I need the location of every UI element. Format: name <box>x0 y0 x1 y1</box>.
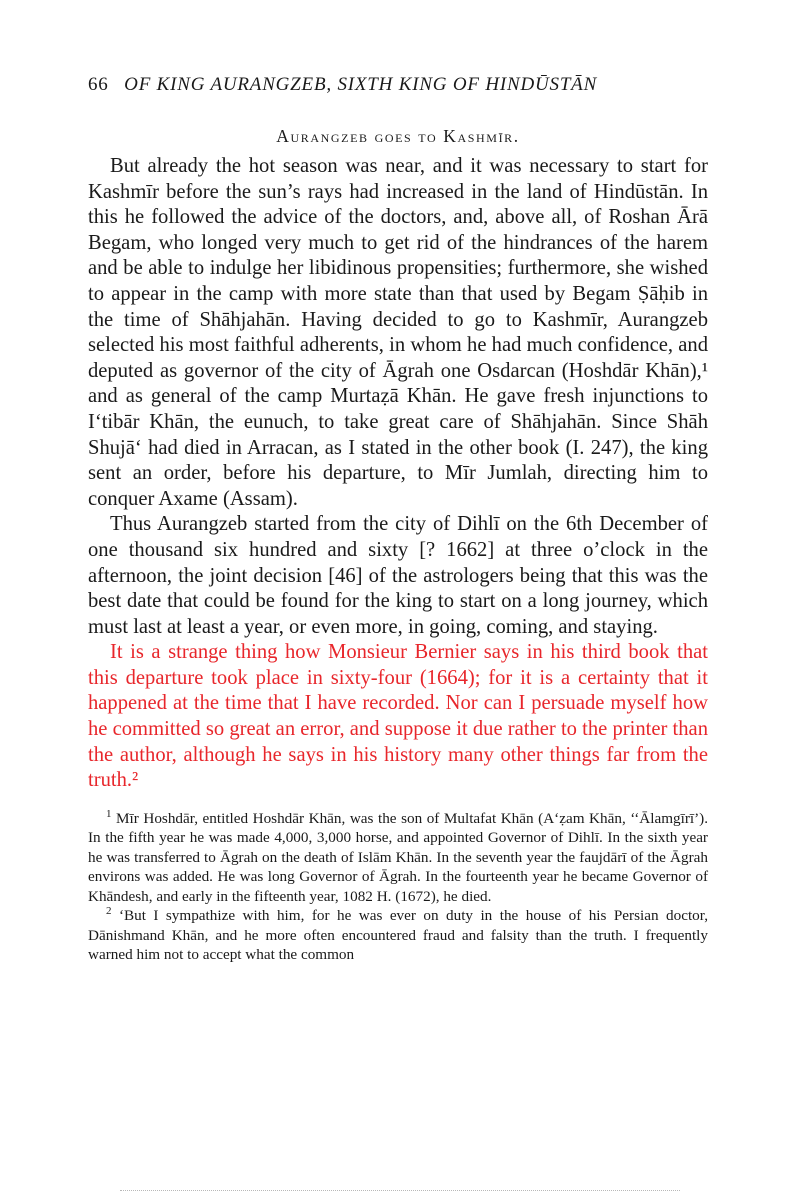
book-page <box>88 74 708 965</box>
running-title: OF KING AURANGZEB, SIXTH KING OF HINDŪSTĀN <box>124 74 598 95</box>
footnote-marker: 2 <box>106 905 112 918</box>
running-header <box>88 74 708 110</box>
footnote-2 <box>88 906 708 965</box>
paragraph-departure-preparations: But already the hot season was near, and it was necessary to start for Kashmīr before the sun’s rays had increased in the land of Hindūstān. In this he followed the advice of the doctors, and, above all, of Roshan Ārā Begam, who longed very much to get rid of the hindrances of the harem and be able to indulge her libidinous propensities; furthermore, she wished to appear in the camp with more state than that used by Begam Ṣāḥib in the time of Shāhjahān. Having decided to go to Kashmīr, Aurangzeb selected his most faithful adherents, in whom he had much confidence, and deputed as governor of the city of Āgrah one Osdarcan (Hoshdār Khān),¹ and as general of the camp Murtaẓā Khān. He gave fresh injunctions to I‘tibār Khān, the eunuch, to take great care of Shāhjahān. Since Shāh Shujā‘ had died in Arracan, as I stated in the other book (I. 247), the king sent an order, before his departure, to Mīr Jumlah, directing him to conquer Axame (Assam). <box>88 155 708 510</box>
footnote-text: Mīr Hoshdār, entitled Hoshdār Khān, was the son of Multafat Khān (A‘ẓam Khān, ‘‘Ālamgīrī’). In the fifth year he was made 4,000, 3,000 horse, and appointed Governor of Dihlī. In the sixth year he was transferred to Āgrah on the death of Islām Khān. In the seventh year the faujdārī of the Āgrah environs was added. He was long Governor of Āgrah. In the fourteenth year he became Governor of Khāndesh, and early in the fifteenth year, 1082 H. (1672), he died. <box>88 809 709 905</box>
footnote-marker: 1 <box>106 807 112 820</box>
paragraph-departure-date: Thus Aurangzeb started from the city of Dihlī on the 6th December of one thousand six hundred and sixty [? 1662] at three o’clock in the afternoon, the joint decision [46] of the astrologers being that this was the best date that could be found for the king to start on a long journey, which must last at least a year, or even more, in going, coming, and staying. <box>88 513 708 638</box>
body-text <box>88 154 708 794</box>
footnote-text: ‘But I sympathize with him, for he was ever on duty in the house of his Persian doctor, Dānishmand Khān, and he more often encountered fraud and falsity than the truth. I frequently warned him not to accept what the common <box>88 907 709 964</box>
highlighted-paragraph: It is a strange thing how Monsieur Bernier says in his third book that this departure took place in sixty-four (1664); for it is a certainty that it happened at the time that I have recorded. Nor can I persuade myself how he committed so great an error, and suppose it due rather to the printer than the author, although he says in his history many other things far from the truth.² <box>88 641 708 792</box>
scan-artifact-divider <box>120 1190 680 1193</box>
footnotes <box>88 809 708 965</box>
footnote-1 <box>88 809 708 907</box>
section-title: Aurangzeb goes to Kashmīr. <box>276 126 520 146</box>
page-number: 66 <box>88 74 109 95</box>
